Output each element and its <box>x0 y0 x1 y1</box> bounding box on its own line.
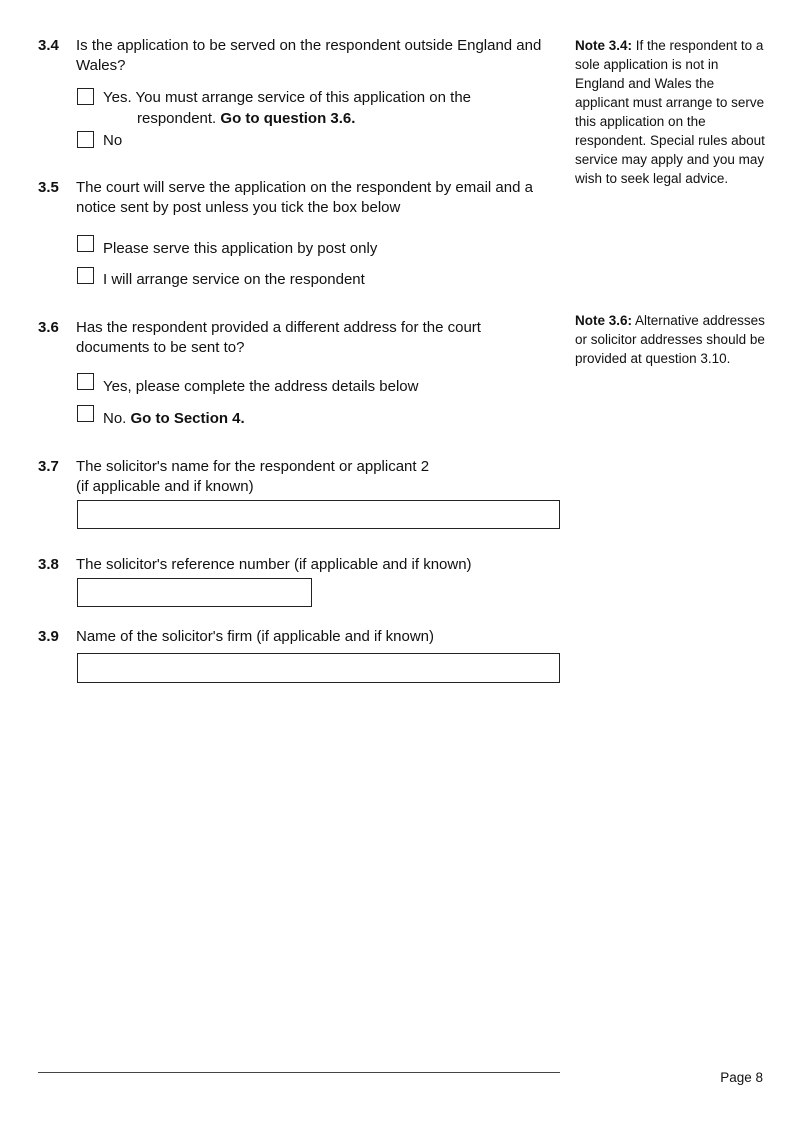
note-3-4 <box>575 36 767 188</box>
note-text: Alternative addresses or solicitor addresses should be provided at question 3.10. <box>575 313 765 366</box>
question-number-3-6: 3.6 <box>38 319 59 336</box>
question-number-3-5: 3.5 <box>38 179 59 196</box>
option-3-4-yes <box>103 87 543 129</box>
checkbox-3-6-yes[interactable] <box>77 373 94 390</box>
question-text-3-5: The court will serve the application on the respondent by email and a notice sent by post unless you tick the box below <box>76 179 533 216</box>
question-text-3-4: Is the application to be served on the respondent outside England and Wales? <box>76 37 542 74</box>
question-number-3-7: 3.7 <box>38 458 59 475</box>
option-3-4-no: No <box>103 132 123 149</box>
checkbox-3-4-no[interactable] <box>77 131 94 148</box>
footer-divider <box>38 1072 560 1073</box>
option-3-6-yes: Yes, please complete the address details below <box>103 378 419 395</box>
checkbox-3-5-arrange[interactable] <box>77 267 94 284</box>
note-3-6 <box>575 311 767 368</box>
option-label-cont: respondent. <box>137 110 217 127</box>
note-title: Note 3.4: <box>575 38 633 53</box>
checkbox-3-6-no[interactable] <box>77 405 94 422</box>
checkbox-3-4-yes[interactable] <box>77 88 94 105</box>
question-number-3-9: 3.9 <box>38 628 59 645</box>
solicitor-reference-field[interactable] <box>77 578 312 607</box>
question-number-3-8: 3.8 <box>38 556 59 573</box>
question-text-3-9: Name of the solicitor's firm (if applicable and if known) <box>76 628 435 645</box>
note-title: Note 3.6: <box>575 313 633 328</box>
go-to-instruction: Go to question 3.6. <box>220 110 356 127</box>
question-number-3-4: 3.4 <box>38 37 59 54</box>
question-text-3-6: Has the respondent provided a different address for the court documents to be sent to? <box>76 319 481 356</box>
question-text-3-7 <box>76 457 566 497</box>
go-to-instruction: Go to Section 4. <box>130 410 245 427</box>
checkbox-3-5-post[interactable] <box>77 235 94 252</box>
question-text-line: The solicitor's name for the respondent or applicant 2 <box>76 458 430 475</box>
solicitor-firm-field[interactable] <box>77 653 560 683</box>
option-3-5-arrange: I will arrange service on the respondent <box>103 271 365 288</box>
solicitor-name-field[interactable] <box>77 500 560 529</box>
option-3-5-post: Please serve this application by post only <box>103 240 378 257</box>
option-label: Yes. You must arrange service of this application on the <box>103 89 472 106</box>
option-label: No. <box>103 410 127 427</box>
page-number: Page 8 <box>720 1070 763 1085</box>
note-text: If the respondent to a sole application is not in England and Wales the applicant must arrange to serve this application on the respondent. Special rules about service may apply and you may wish to seek legal advice. <box>575 38 765 186</box>
question-text-3-8: The solicitor's reference number (if applicable and if known) <box>76 556 472 573</box>
question-text-line: (if applicable and if known) <box>76 478 254 495</box>
option-3-6-no <box>103 408 245 429</box>
